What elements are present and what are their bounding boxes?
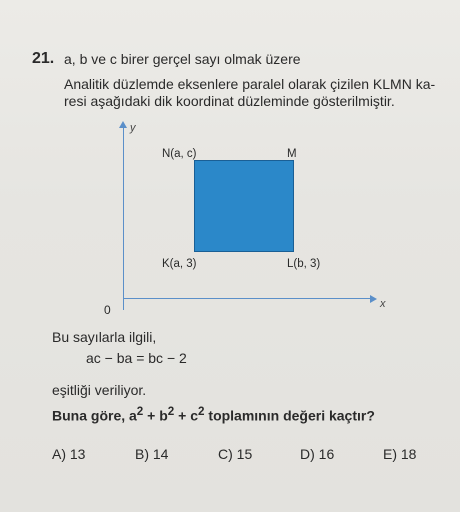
y-axis [123,127,124,310]
ask-pre: Buna göre, a [52,407,137,424]
x-axis [123,298,373,299]
x-axis-arrow-icon [370,295,377,303]
c-exponent: 2 [198,405,205,418]
option-c[interactable]: C) 15 [218,446,253,462]
point-n-label: N(a, c) [162,148,197,160]
question-intro: a, b ve c birer gerçel sayı olmak üzere [64,51,301,67]
y-axis-arrow-icon [119,121,127,128]
a-exponent: 2 [136,405,144,418]
option-e[interactable]: E) 18 [383,446,417,462]
ask-post: toplamının değeri kaçtır? [204,407,375,424]
option-b[interactable]: B) 14 [135,446,169,462]
given-intro: Bu sayılarla ilgili, [52,329,157,345]
question-text-line1: Analitik düzlemde eksenlere paralel olarak çizilen KLMN ka- [64,76,436,92]
point-l-label: L(b, 3) [287,258,321,270]
x-axis-label: x [380,298,386,310]
equation: ac − ba = bc − 2 [86,350,187,366]
ask-b: + b [143,407,168,424]
option-a[interactable]: A) 13 [52,446,86,462]
question-number: 21. [32,50,55,67]
origin-label: 0 [104,303,111,317]
question-ask [52,405,375,424]
y-axis-label: y [130,122,136,134]
question-text-line2: resi aşağıdaki dik koordinat düzleminde gösterilmiştir. [64,93,395,109]
given-outro: eşitliği veriliyor. [52,382,147,398]
option-d[interactable]: D) 16 [300,446,335,462]
b-exponent: 2 [167,405,175,418]
point-k-label: K(a, 3) [162,258,197,270]
point-m-label: M [287,148,297,160]
klmn-square [194,160,294,252]
ask-c: + c [174,407,199,424]
